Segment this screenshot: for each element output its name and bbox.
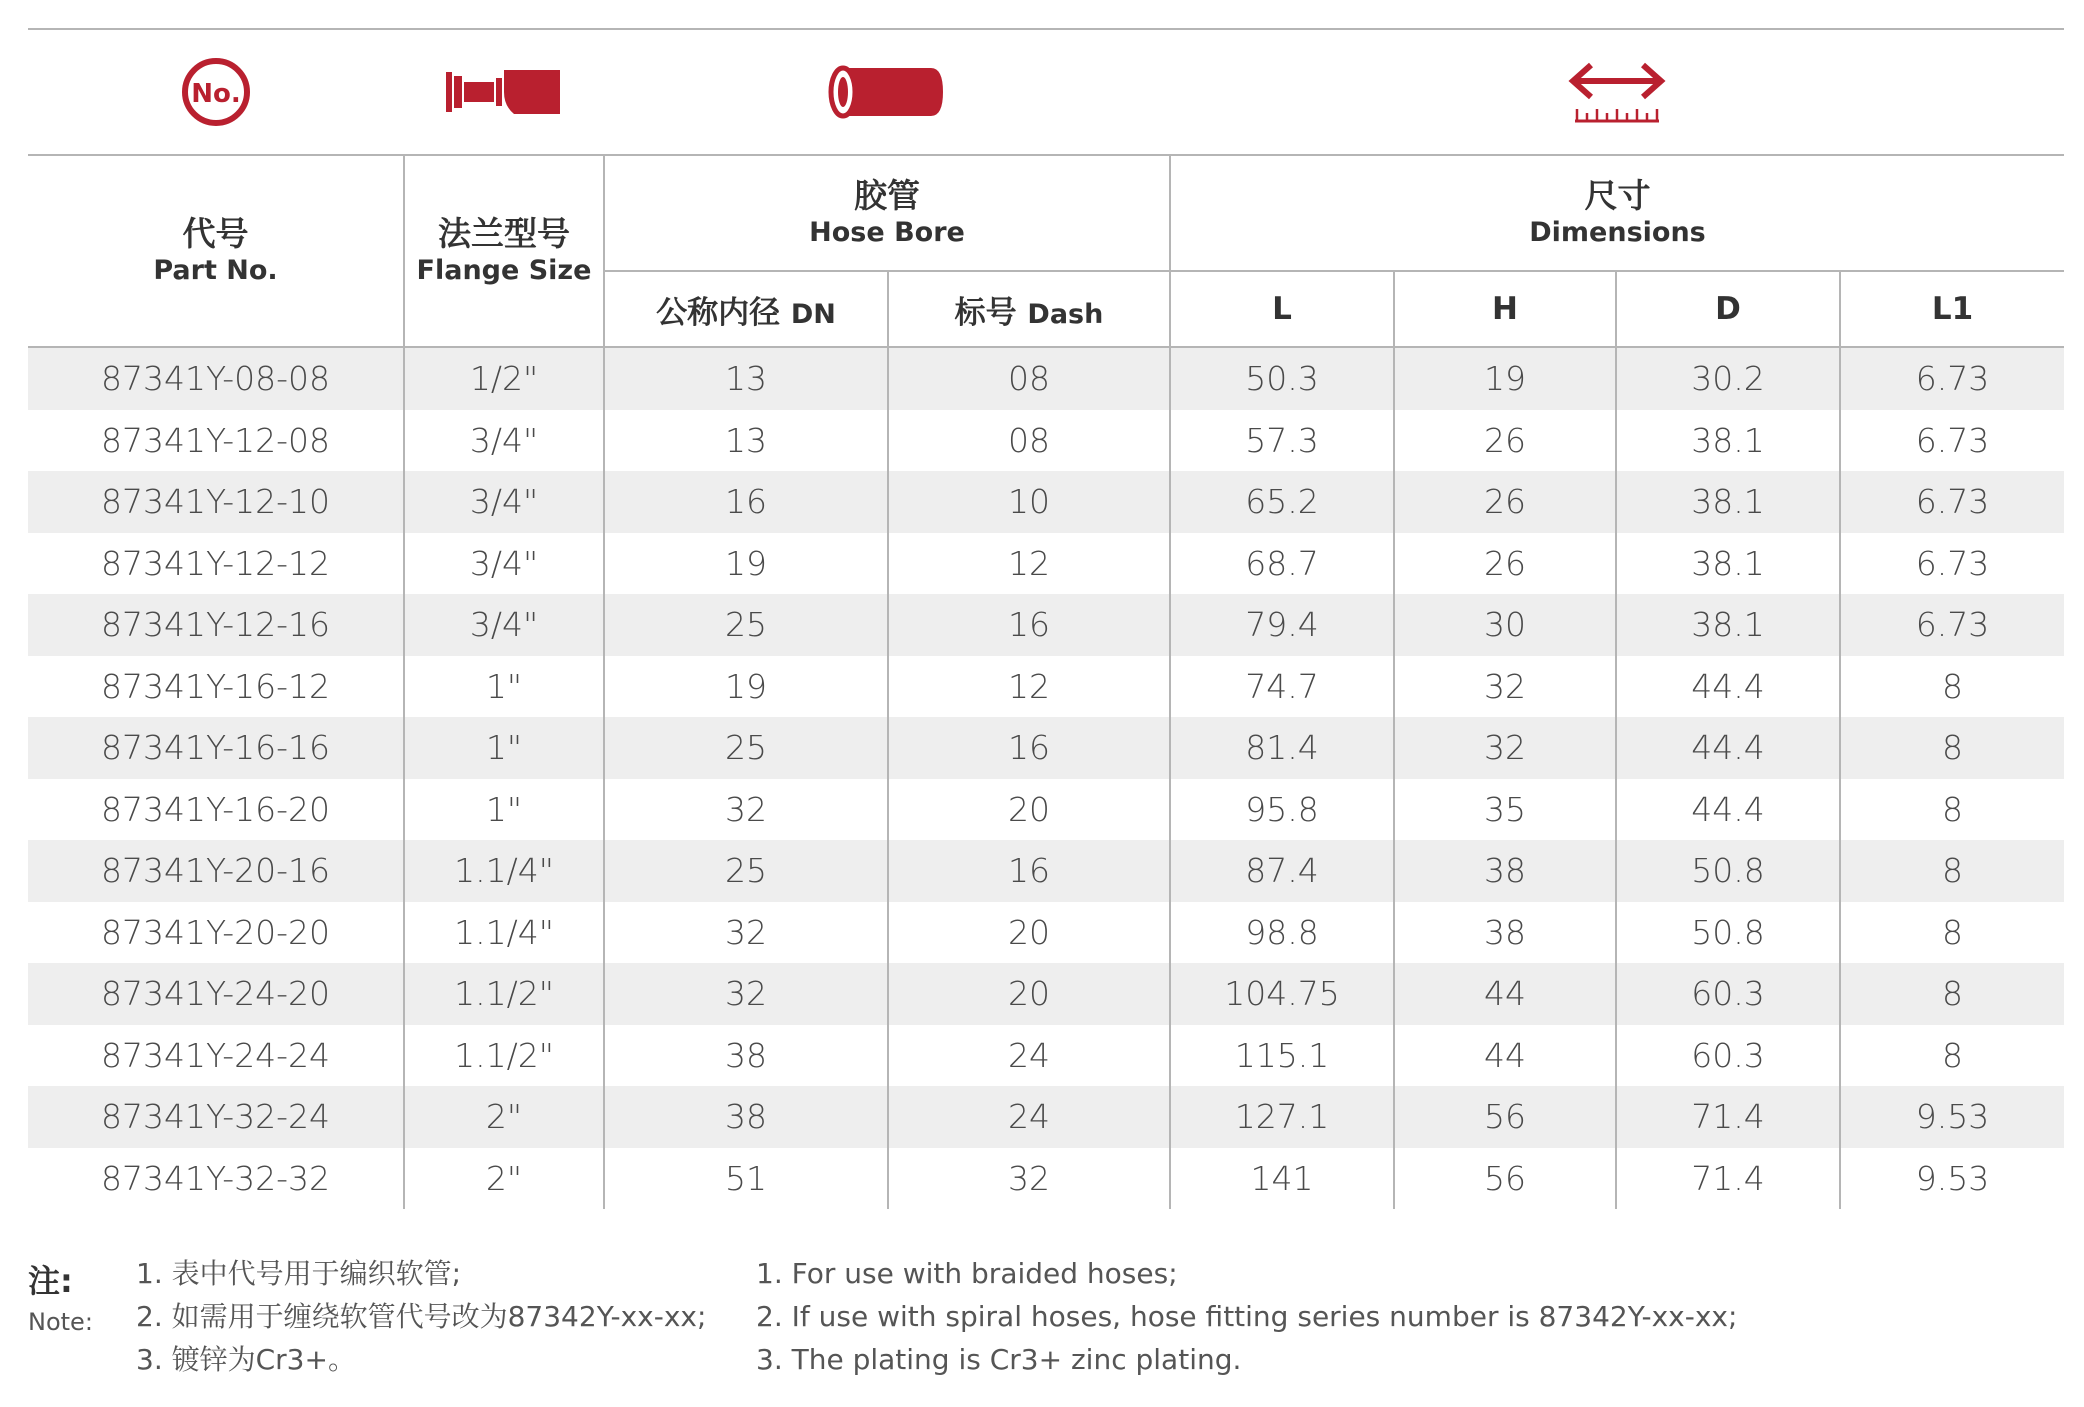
spec-table-body xyxy=(28,347,2064,1209)
header-hose-bore: 胶管 Hose Bore xyxy=(604,156,1170,271)
cell-flange-size: 2" xyxy=(404,1086,604,1148)
cell-h: 56 xyxy=(1394,1086,1616,1148)
cell-l: 57.3 xyxy=(1170,410,1394,472)
cell-h: 44 xyxy=(1394,963,1616,1025)
cell-part-no: 87341Y-16-16 xyxy=(28,717,404,779)
cell-dash: 16 xyxy=(888,840,1170,902)
table-row xyxy=(28,902,2064,964)
cell-l: 68.7 xyxy=(1170,533,1394,595)
no-badge-icon xyxy=(28,30,404,154)
cell-l: 50.3 xyxy=(1170,347,1394,410)
note-list-en xyxy=(756,1252,1737,1381)
spec-sheet xyxy=(28,28,2064,1209)
cell-l1: 8 xyxy=(1840,1025,2064,1087)
cell-l1: 8 xyxy=(1840,717,2064,779)
table-row xyxy=(28,840,2064,902)
cell-l: 115.1 xyxy=(1170,1025,1394,1087)
note-item: 3. The plating is Cr3+ zinc plating. xyxy=(756,1343,1242,1376)
cell-flange-size: 3/4" xyxy=(404,410,604,472)
header-part-no: 代号 Part No. xyxy=(28,156,404,347)
cell-h: 38 xyxy=(1394,902,1616,964)
header-h: H xyxy=(1394,271,1616,347)
cell-part-no: 87341Y-16-12 xyxy=(28,656,404,718)
table-row xyxy=(28,656,2064,718)
cell-part-no: 87341Y-16-20 xyxy=(28,779,404,841)
svg-text:No.: No. xyxy=(191,79,241,109)
table-row xyxy=(28,594,2064,656)
cell-part-no: 87341Y-08-08 xyxy=(28,347,404,410)
note-item: 3. 镀锌为Cr3+。 xyxy=(136,1343,356,1376)
cell-l: 65.2 xyxy=(1170,471,1394,533)
header-d: D xyxy=(1616,271,1840,347)
icon-strip xyxy=(28,28,2064,156)
cell-h: 26 xyxy=(1394,410,1616,472)
cell-d: 38.1 xyxy=(1616,471,1840,533)
table-row xyxy=(28,779,2064,841)
cell-dash: 24 xyxy=(888,1025,1170,1087)
note-list-cn xyxy=(136,1252,706,1381)
cell-dash: 20 xyxy=(888,963,1170,1025)
cell-dash: 32 xyxy=(888,1148,1170,1210)
cell-l1: 6.73 xyxy=(1840,410,2064,472)
cell-h: 32 xyxy=(1394,717,1616,779)
cell-h: 56 xyxy=(1394,1148,1616,1210)
cell-dn: 32 xyxy=(604,779,888,841)
cell-flange-size: 3/4" xyxy=(404,471,604,533)
cell-part-no: 87341Y-12-10 xyxy=(28,471,404,533)
cell-d: 38.1 xyxy=(1616,410,1840,472)
cell-l: 98.8 xyxy=(1170,902,1394,964)
cell-dn: 19 xyxy=(604,656,888,718)
cell-dash: 10 xyxy=(888,471,1170,533)
cell-d: 44.4 xyxy=(1616,656,1840,718)
cell-dn: 19 xyxy=(604,533,888,595)
header-l1: L1 xyxy=(1840,271,2064,347)
cell-flange-size: 3/4" xyxy=(404,594,604,656)
cell-part-no: 87341Y-20-20 xyxy=(28,902,404,964)
table-row xyxy=(28,717,2064,779)
cell-l: 95.8 xyxy=(1170,779,1394,841)
cell-dn: 38 xyxy=(604,1025,888,1087)
cell-dash: 08 xyxy=(888,347,1170,410)
cell-l1: 8 xyxy=(1840,779,2064,841)
cell-h: 30 xyxy=(1394,594,1616,656)
dimension-ruler-icon xyxy=(1170,30,2064,154)
cell-dash: 20 xyxy=(888,779,1170,841)
cell-h: 32 xyxy=(1394,656,1616,718)
cell-dash: 12 xyxy=(888,656,1170,718)
cell-l1: 9.53 xyxy=(1840,1148,2064,1210)
cell-d: 30.2 xyxy=(1616,347,1840,410)
cell-dn: 32 xyxy=(604,963,888,1025)
header-dash: 标号 Dash xyxy=(888,271,1170,347)
cell-part-no: 87341Y-12-12 xyxy=(28,533,404,595)
cell-flange-size: 1.1/2" xyxy=(404,1025,604,1087)
cell-dash: 12 xyxy=(888,533,1170,595)
cell-flange-size: 1.1/4" xyxy=(404,902,604,964)
cell-d: 60.3 xyxy=(1616,963,1840,1025)
cell-flange-size: 1" xyxy=(404,779,604,841)
cell-dash: 20 xyxy=(888,902,1170,964)
table-row xyxy=(28,410,2064,472)
note-item: 2. If use with spiral hoses, hose fitting series number is 87342Y-xx-xx; xyxy=(756,1300,1738,1333)
cell-flange-size: 1" xyxy=(404,717,604,779)
cell-d: 44.4 xyxy=(1616,779,1840,841)
cell-dn: 13 xyxy=(604,347,888,410)
cell-l: 79.4 xyxy=(1170,594,1394,656)
table-row xyxy=(28,533,2064,595)
cell-dn: 32 xyxy=(604,902,888,964)
cell-l: 127.1 xyxy=(1170,1086,1394,1148)
cell-l: 87.4 xyxy=(1170,840,1394,902)
table-row xyxy=(28,471,2064,533)
notes xyxy=(28,1252,2064,1392)
cell-flange-size: 3/4" xyxy=(404,533,604,595)
cell-dn: 51 xyxy=(604,1148,888,1210)
cell-dash: 24 xyxy=(888,1086,1170,1148)
cell-dn: 13 xyxy=(604,410,888,472)
cell-flange-size: 1/2" xyxy=(404,347,604,410)
cell-dn: 25 xyxy=(604,840,888,902)
cell-l1: 8 xyxy=(1840,963,2064,1025)
cell-l: 74.7 xyxy=(1170,656,1394,718)
note-item: 1. For use with braided hoses; xyxy=(756,1257,1178,1290)
cell-d: 44.4 xyxy=(1616,717,1840,779)
cell-l1: 6.73 xyxy=(1840,533,2064,595)
cell-l: 141 xyxy=(1170,1148,1394,1210)
header-flange-size: 法兰型号 Flange Size xyxy=(404,156,604,347)
cell-flange-size: 2" xyxy=(404,1148,604,1210)
cell-part-no: 87341Y-12-08 xyxy=(28,410,404,472)
cell-d: 71.4 xyxy=(1616,1148,1840,1210)
cell-dash: 08 xyxy=(888,410,1170,472)
header-l: L xyxy=(1170,271,1394,347)
cell-flange-size: 1.1/4" xyxy=(404,840,604,902)
note-item: 2. 如需用于缠绕软管代号改为87342Y-xx-xx; xyxy=(136,1300,707,1333)
cell-h: 35 xyxy=(1394,779,1616,841)
cell-dash: 16 xyxy=(888,717,1170,779)
hose-tube-icon xyxy=(604,30,1170,154)
table-row xyxy=(28,1025,2064,1087)
cell-dash: 16 xyxy=(888,594,1170,656)
spec-table xyxy=(28,156,2064,1209)
cell-dn: 38 xyxy=(604,1086,888,1148)
cell-l1: 9.53 xyxy=(1840,1086,2064,1148)
cell-l1: 8 xyxy=(1840,840,2064,902)
table-row xyxy=(28,1086,2064,1148)
cell-l1: 6.73 xyxy=(1840,347,2064,410)
header-dimensions: 尺寸 Dimensions xyxy=(1170,156,2064,271)
cell-d: 38.1 xyxy=(1616,594,1840,656)
cell-d: 60.3 xyxy=(1616,1025,1840,1087)
note-item: 1. 表中代号用于编织软管; xyxy=(136,1257,462,1290)
table-row xyxy=(28,1148,2064,1210)
cell-flange-size: 1" xyxy=(404,656,604,718)
cell-h: 38 xyxy=(1394,840,1616,902)
note-label-cn: 注: xyxy=(28,1262,73,1300)
cell-h: 26 xyxy=(1394,471,1616,533)
cell-l1: 8 xyxy=(1840,656,2064,718)
note-label-en: Note: xyxy=(28,1308,93,1336)
cell-dn: 25 xyxy=(604,717,888,779)
table-row xyxy=(28,963,2064,1025)
cell-part-no: 87341Y-24-24 xyxy=(28,1025,404,1087)
cell-part-no: 87341Y-12-16 xyxy=(28,594,404,656)
cell-h: 44 xyxy=(1394,1025,1616,1087)
cell-part-no: 87341Y-20-16 xyxy=(28,840,404,902)
cell-d: 50.8 xyxy=(1616,902,1840,964)
cell-dn: 16 xyxy=(604,471,888,533)
cell-h: 19 xyxy=(1394,347,1616,410)
cell-flange-size: 1.1/2" xyxy=(404,963,604,1025)
cell-l1: 6.73 xyxy=(1840,471,2064,533)
cell-d: 50.8 xyxy=(1616,840,1840,902)
cell-dn: 25 xyxy=(604,594,888,656)
flange-fitting-icon xyxy=(404,30,604,154)
cell-part-no: 87341Y-24-20 xyxy=(28,963,404,1025)
cell-part-no: 87341Y-32-24 xyxy=(28,1086,404,1148)
cell-l: 81.4 xyxy=(1170,717,1394,779)
cell-d: 38.1 xyxy=(1616,533,1840,595)
table-row xyxy=(28,347,2064,410)
cell-l1: 8 xyxy=(1840,902,2064,964)
cell-l: 104.75 xyxy=(1170,963,1394,1025)
cell-part-no: 87341Y-32-32 xyxy=(28,1148,404,1210)
header-dn: 公称内径 DN xyxy=(604,271,888,347)
cell-d: 71.4 xyxy=(1616,1086,1840,1148)
cell-l1: 6.73 xyxy=(1840,594,2064,656)
cell-h: 26 xyxy=(1394,533,1616,595)
